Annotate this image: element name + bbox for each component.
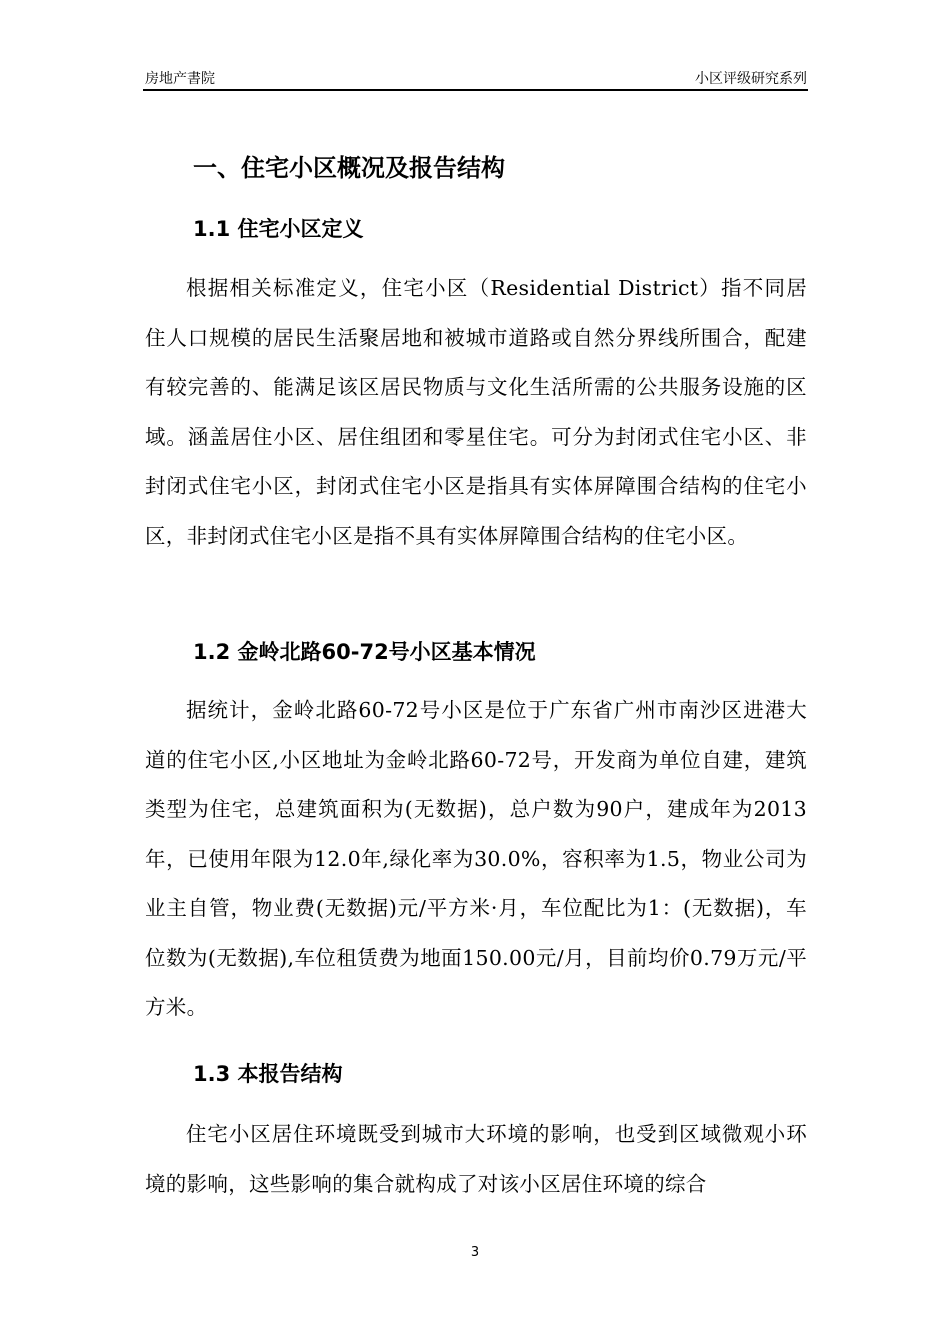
subsection-title-1-1: 1.1 住宅小区定义 <box>193 217 364 241</box>
section-title: 一、住宅小区概况及报告结构 <box>193 154 505 182</box>
paragraph-definition: 根据相关标准定义，住宅小区（Residential District）指不同居住人口规模的居民生活聚居地和被城市道路或自然分界线所围合，配建有较完善的、能满足该区居民物质与文化生活所需的公共服务设施的区域。涵盖居住小区、居住组团和零星住宅。可分为封闭式住宅小区、非封闭式住宅小区，封闭式住宅小区是指具有实体屏障围合结构的住宅小区，非封闭式住宅小区是指不具有实体屏障围合结构的住宅小区。 <box>145 276 807 548</box>
paragraph-report-structure: 住宅小区居住环境既受到城市大环境的影响，也受到区域微观小环境的影响，这些影响的集合就构成了对该小区居住环境的综合 <box>145 1122 807 1196</box>
header-publisher: 房地产書院 <box>145 71 215 87</box>
header-series: 小区评级研究系列 <box>695 71 807 87</box>
page-number: 3 <box>470 1245 480 1260</box>
paragraph-basic-info: 据统计，金岭北路60-72号小区是位于广东省广州市南沙区进港大道的住宅小区,小区地址为金岭北路60-72号，开发商为单位自建，建筑类型为住宅，总建筑面积为(无数据)，总户数为90户，建成年为2013年，已使用年限为12.0年,绿化率为30.0%，容积率为1.5，物业公司为业主自管，物业费(无数据)元/平方米·月，车位配比为1：(无数据)，车位数为(无数据),车位租赁费为地面150.00元/月，目前均价0.79万元/平方米。 <box>145 698 807 1019</box>
subsection-title-1-3: 1.3 本报告结构 <box>193 1062 343 1086</box>
header-divider <box>143 89 808 91</box>
subsection-title-1-2: 1.2 金岭北路60-72号小区基本情况 <box>193 640 536 664</box>
page-header <box>145 68 807 88</box>
